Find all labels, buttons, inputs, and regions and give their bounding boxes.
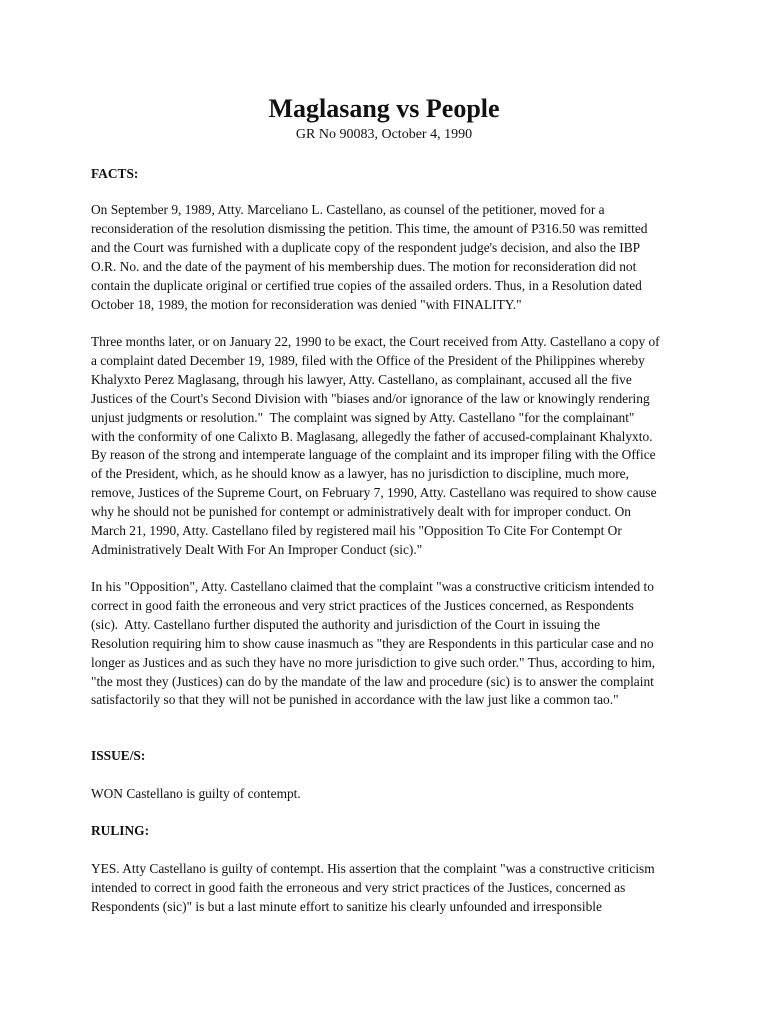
facts-paragraph-2	[91, 333, 681, 560]
text-line: YES. Atty Castellano is guilty of contempt. His assertion that the complaint "was a constructive criticism	[91, 861, 655, 876]
text-line: contain the duplicate original or certified true copies of the assailed orders. Thus, in a Resolution dated	[91, 277, 642, 293]
text-line: intended to correct in good faith the erroneous and very strict practices of the Justices, concerned as	[91, 879, 626, 895]
text-line: satisfactorily so that they will not be punished in accordance with the law just like a common tao."	[91, 692, 619, 708]
document-title: Maglasang vs People	[268, 94, 500, 123]
text-line: March 21, 1990, Atty. Castellano filed by registered mail his "Opposition To Cite For Contempt Or	[91, 523, 622, 539]
text-line: of the President, which, as he should know as a lawyer, has no jurisdiction to discipline, much more,	[91, 466, 629, 482]
text-line: By reason of the strong and intemperate language of the complaint and its improper filing with the Office	[91, 447, 656, 463]
ruling-heading: RULING:	[91, 823, 150, 838]
text-line: a complaint dated December 19, 1989, filed with the Office of the President of the Philippines whereby	[91, 352, 645, 368]
text-line: longer as Justices and as such they have no more jurisdiction to give such order." Thus, according to him,	[91, 654, 656, 670]
text-line: In his "Opposition", Atty. Castellano claimed that the complaint "was a constructive criticism intended to	[91, 579, 654, 594]
text-line: reconsideration of the resolution dismissing the petition. This time, the amount of P316.50 was remitted	[91, 220, 648, 236]
text-line: O.R. No. and the date of the payment of his membership dues. The motion for reconsideration did not	[91, 258, 637, 274]
issue-text: WON Castellano is guilty of contempt.	[91, 786, 301, 801]
text-line: correct in good faith the erroneous and very strict practices of the Justices concerned, as Respondents	[91, 597, 634, 613]
text-line: On September 9, 1989, Atty. Marceliano L. Castellano, as counsel of the petitioner, moved for a	[91, 202, 605, 217]
text-line: Respondents (sic)" is but a last minute effort to sanitize his clearly unfounded and irresponsible	[91, 898, 602, 914]
text-line: why he should not be punished for contempt or administratively dealt with for improper conduct. On	[91, 504, 631, 520]
text-line: October 18, 1989, the motion for reconsideration was denied "with FINALITY."	[91, 296, 522, 312]
text-line: remove, Justices of the Supreme Court, on February 7, 1990, Atty. Castellano was required to show cause	[91, 485, 657, 501]
ruling-paragraph-1	[91, 860, 681, 917]
facts-paragraph-1	[91, 201, 681, 314]
facts-paragraph-3	[91, 578, 681, 710]
text-line: unjust judgments or resolution." The complaint was signed by Atty. Castellano "for the complainant"	[91, 409, 635, 425]
text-line: Three months later, or on January 22, 1990 to be exact, the Court received from Atty. Castellano a copy of	[91, 334, 660, 349]
text-line: (sic). Atty. Castellano further disputed the authority and jurisdiction of the Court in issuing the	[91, 616, 601, 632]
text-line: Justices of the Court's Second Division with "biases and/or ignorance of the law or knowingly rendering	[91, 390, 650, 406]
text-line: and the Court was furnished with a duplicate copy of the respondent judge's decision, and also the IBP	[91, 239, 641, 255]
text-line: Khalyxto Perez Maglasang, through his lawyer, Atty. Castellano, as complainant, accused all the five	[91, 371, 632, 387]
text-line: Resolution requiring him to show cause inasmuch as "they are Respondents in this particular case and no	[91, 635, 654, 651]
facts-heading: FACTS:	[91, 166, 139, 181]
case-citation: GR No 90083, October 4, 1990	[295, 127, 473, 142]
issue-heading: ISSUE/S:	[91, 748, 146, 763]
text-line: "the most they (Justices) can do by the mandate of the law and procedure (sic) is to answer the complaint	[91, 673, 654, 689]
text-line: Administratively Dealt With For An Improper Conduct (sic)."	[91, 541, 423, 557]
text-line: with the conformity of one Calixto B. Maglasang, allegedly the father of accused-complainant Khalyxto.	[91, 428, 653, 444]
